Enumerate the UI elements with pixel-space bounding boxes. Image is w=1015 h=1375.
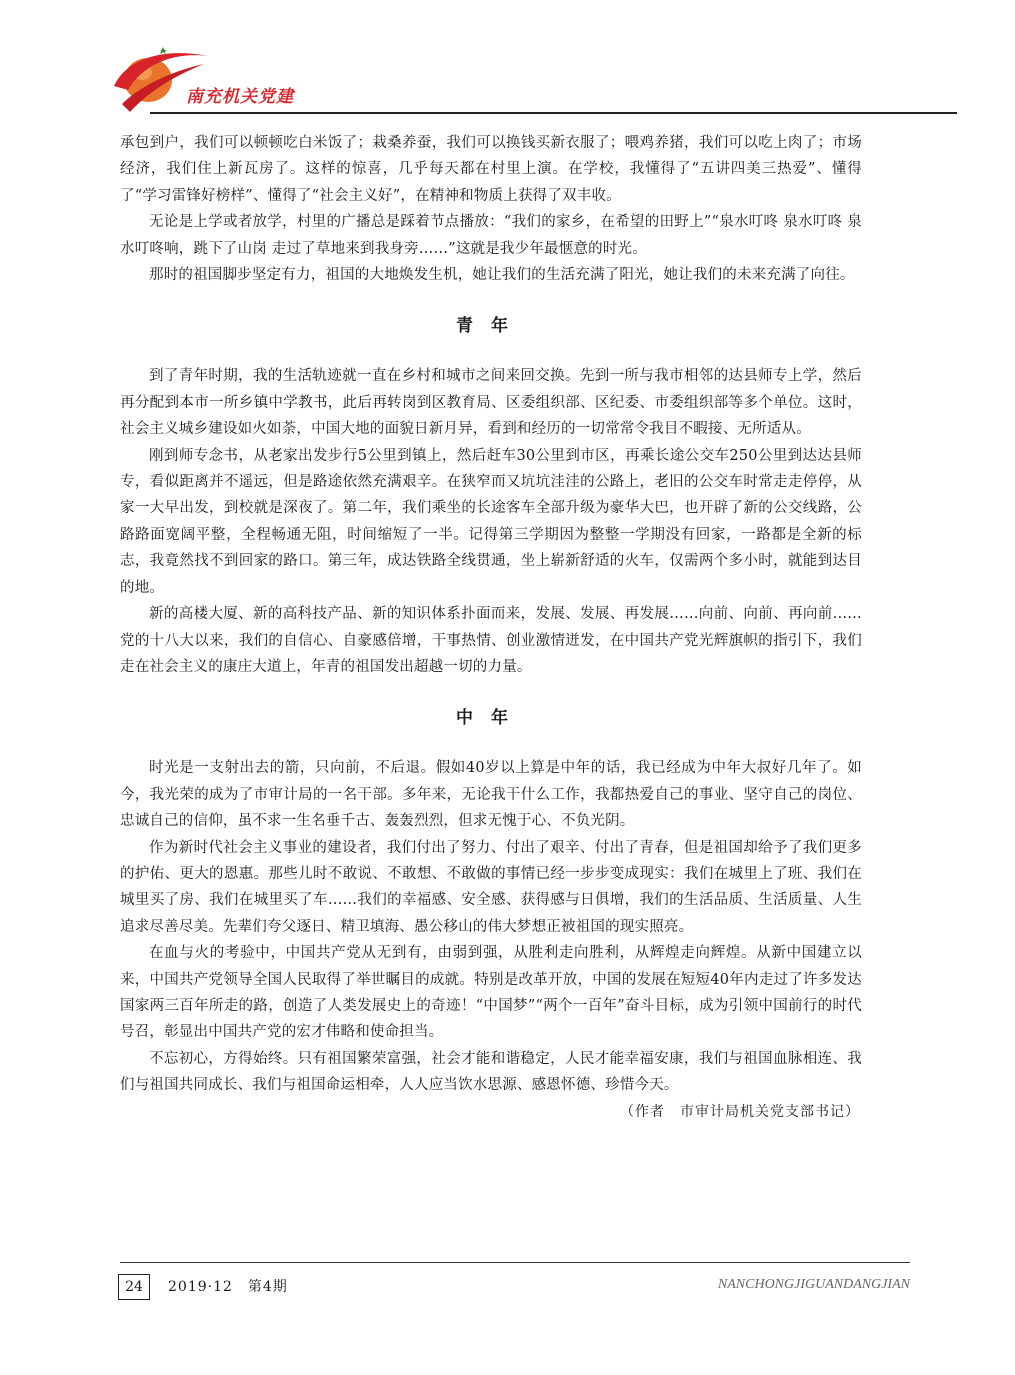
paragraph: 新的高楼大厦、新的高科技产品、新的知识体系扑面而来，发展、发展、再发展……向前、向前、再向前……党的十八大以来，我们的自信心、自豪感倍增，干事热情、创业激情迸发，在中国共产党光辉旗帜的指引下，我们走在社会主义的康庄大道上，年青的祖国发出超越一切的力量。: [120, 606, 862, 675]
paragraph: 那时的祖国脚步坚定有力，祖国的大地焕发生机，她让我们的生活充满了阳光，她让我们的未来充满了向往。: [149, 267, 855, 284]
page-number: 24: [118, 1274, 150, 1300]
paragraph: 不忘初心，方得始终。只有祖国繁荣富强，社会才能和谐稳定，人民才能幸福安康，我们与祖国血脉相连、我们与祖国共同成长、我们与祖国命运相牵，人人应当饮水思源、感恩怀德、珍惜今天。: [120, 1050, 862, 1094]
paragraph: 作为新时代社会主义事业的建设者，我们付出了努力、付出了艰辛、付出了青春，但是祖国却给予了我们更多的护佑、更大的恩惠。那些儿时不敢说、不敢想、不敢做的事情已经一步步变成现实：我们在城里上了班、我们在城里买了房、我们在城里买了车……我们的幸福感、安全感、获得感与日俱增，我们的生活品质、生活质量、人生追求尽善尽美。先辈们夸父逐日、精卫填海、愚公移山的伟大梦想正被祖国的现实照亮。: [120, 839, 862, 935]
paragraph: 到了青年时期，我的生活轨迹就一直在乡村和城市之间来回交换。先到一所与我市相邻的达县师专上学，然后再分配到本市一所乡镇中学教书，此后再转岗到区教育局、区委组织部、区纪委、市委组织部等多个单位。这时，社会主义城乡建设如火如荼，中国大地的面貌日新月异，看到和经历的一切常常令我目不暇接、无所适从。: [120, 368, 862, 438]
paragraph: 无论是上学或者放学，村里的广播总是踩着节点播放：“我们的家乡，在希望的田野上”“泉水叮咚 泉水叮咚 泉水叮咚响，跳下了山岗 走过了草地来到我身旁……”这就是我少年最惬意的时光。: [120, 214, 862, 257]
author-signature: （作者 市审计局机关党支部书记）: [620, 1103, 860, 1120]
paragraph: 在血与火的考验中，中国共产党从无到有，由弱到强，从胜利走向胜利，从辉煌走向辉煌。从新中国建立以来，中国共产党领导全国人民取得了举世瞩目的成就。特别是改革开放，中国的发展在短短40年内走过了许多发达国家两三百年所走的路，创造了人类发展史上的奇迹！“中国梦”“两个一百年”奋斗目标，成为引领中国前行的时代号召，彰显出中国共产党的宏才伟略和使命担当。: [120, 945, 862, 1041]
publication-name: 南充机关党建: [186, 87, 294, 107]
article-body: [120, 130, 862, 1125]
footer-brand: NANCHONGJIGUANDANGJIAN: [717, 1277, 910, 1292]
page-header: [0, 0, 1015, 125]
issue-label: 2019·12 第4期: [168, 1279, 288, 1295]
paragraph: 时光是一支射出去的箭，只向前，不后退。假如40岁以上算是中年的话，我已经成为中年大叔好几年了。如今，我光荣的成为了市审计局的一名干部。多年来，无论我干什么工作，我都热爱自己的事业、坚守自己的岗位、忠诚自己的信仰，虽不求一生名垂千古、轰轰烈烈，但求无愧于心、不负光阴。: [120, 760, 862, 830]
header-rule: [150, 112, 957, 114]
section-title-middle-age: 中年: [456, 708, 526, 729]
section-title-youth: 青年: [456, 316, 526, 337]
paragraph: 刚到师专念书，从老家出发步行5公里到镇上，然后赶车30公里到市区，再乘长途公交车250公里到达达县师专，看似距离并不遥远，但是路途依然充满艰辛。在狭窄而又坑坑洼洼的公路上，老旧的公交车时常走走停停，从家一大早出发，到校就是深夜了。第二年，我们乘坐的长途客车全部升级为豪华大巴，也开辟了新的公交线路，公路路面宽阔平整，全程畅通无阻，时间缩短了一半。记得第三学期因为整整一学期没有回家，一路都是全新的标志，我竟然找不到回家的路口。第三年，成达铁路全线贯通，坐上崭新舒适的火车，仅需两个多小时，就能到达目的地。: [120, 447, 862, 596]
footer-rule: [120, 1262, 910, 1263]
paragraph: 承包到户，我们可以顿顿吃白米饭了；栽桑养蚕，我们可以换钱买新衣服了；喂鸡养猪，我们可以吃上肉了；市场经济，我们住上新瓦房了。这样的惊喜，几乎每天都在村里上演。在学校，我懂得了“五讲四美三热爱”、懂得了“学习雷锋好榜样”、懂得了“社会主义好”，在精神和物质上获得了双丰收。: [120, 135, 862, 204]
